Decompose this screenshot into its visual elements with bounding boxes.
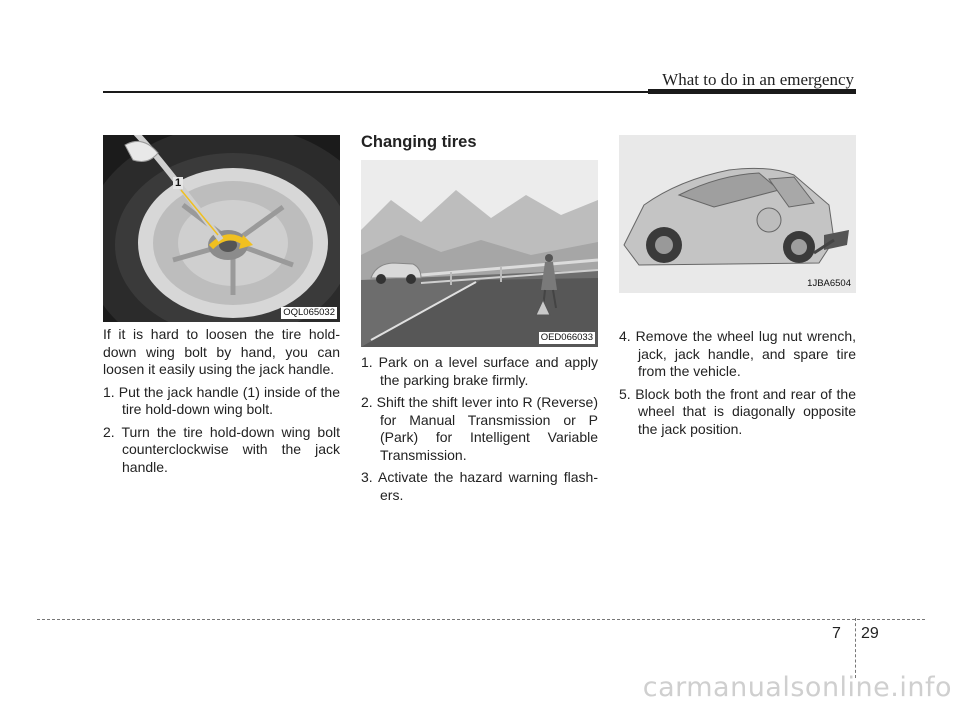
figure-spare-tire	[103, 135, 340, 322]
list-item: 3. Activate the hazard warning flash-ers.	[361, 469, 598, 503]
list-item: 2. Turn the tire hold-down wing bolt counterclockwise with the jack handle.	[103, 423, 340, 475]
watermark: carmanualsonline.info	[642, 672, 952, 703]
section-heading: Changing tires	[361, 133, 477, 151]
figure-callout-1: 1	[175, 177, 182, 189]
chapter-number: 7	[832, 625, 841, 642]
list-item: 1. Put the jack handle (1) inside of the tire hold-down wing bolt.	[103, 383, 340, 417]
column-3-text	[619, 323, 856, 438]
list-item: 4. Remove the wheel lug nut wrench, jack, jack handle, and spare tire from the vehicle.	[619, 328, 856, 379]
intro-paragraph: If it is hard to loosen the tire hold-down wing bolt by hand, you can loosen it easily using the jack handle.	[103, 326, 340, 377]
list-item: 5. Block both the front and rear of the wheel that is diagonally opposite the jack position.	[619, 385, 856, 437]
figure-code: 1JBA6504	[807, 278, 851, 289]
roadside-illustration	[361, 160, 598, 347]
figure-code: OED066033	[540, 332, 593, 343]
figure-roadside	[361, 160, 598, 347]
figure-code: OQL065032	[283, 307, 335, 318]
page-number: 29	[861, 625, 879, 642]
spare-tire-illustration	[103, 135, 340, 322]
footer-rule	[37, 619, 925, 620]
list-item: 1. Park on a level surface and apply the parking brake firmly.	[361, 354, 598, 388]
header-rule-accent	[648, 89, 856, 94]
page-divider	[855, 618, 856, 678]
car-jack-illustration	[619, 135, 856, 293]
figure-car-jack	[619, 135, 856, 293]
section-title: What to do in an emergency	[662, 70, 854, 89]
column-1-text	[103, 326, 340, 476]
column-2-text	[361, 349, 598, 504]
list-item: 2. Shift the shift lever into R (Reverse) for Manual Transmission or P (Park) for Intelligent Variable Transmission.	[361, 394, 598, 463]
